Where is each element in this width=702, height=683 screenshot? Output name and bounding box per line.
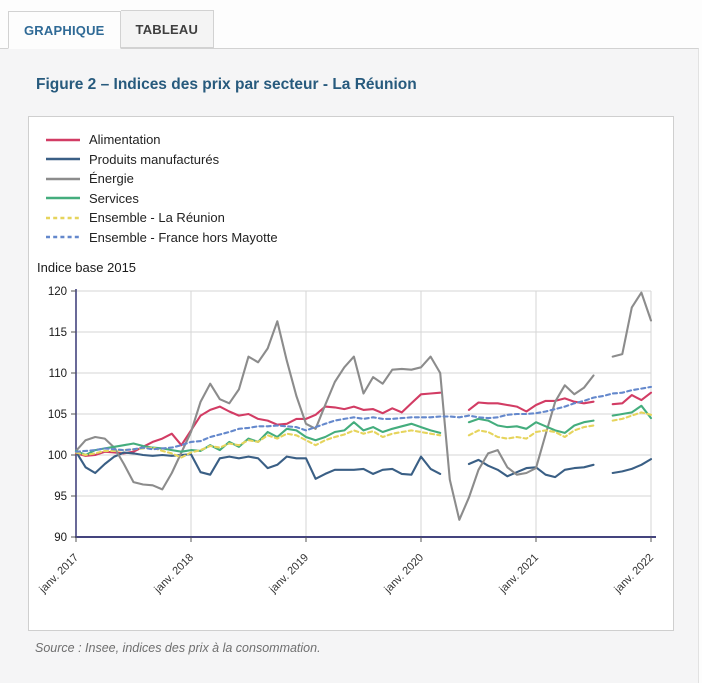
chart-legend: [46, 130, 278, 247]
svg-text:120: 120: [47, 286, 67, 298]
legend-item-energie[interactable]: [46, 169, 278, 189]
svg-text:janv. 2017: janv. 2017: [37, 551, 82, 596]
svg-text:100: 100: [47, 450, 67, 462]
line-swatch-icon: [46, 156, 80, 162]
svg-text:115: 115: [48, 327, 67, 339]
svg-text:105: 105: [47, 409, 67, 421]
figure-panel: [0, 48, 699, 683]
legend-item-ensemble-france[interactable]: [46, 228, 278, 248]
tab-graphique[interactable]: GRAPHIQUE: [8, 11, 121, 49]
legend-label: Ensemble - France hors Mayotte: [89, 229, 278, 245]
legend-label: Produits manufacturés: [89, 151, 220, 167]
legend-item-ensemble-la-reunion[interactable]: [46, 208, 278, 228]
legend-item-alimentation[interactable]: [46, 130, 278, 150]
svg-text:janv. 2018: janv. 2018: [152, 551, 197, 596]
tab-bar: [0, 0, 702, 48]
svg-text:janv. 2019: janv. 2019: [267, 551, 312, 596]
svg-text:110: 110: [48, 368, 67, 380]
svg-text:janv. 2022: janv. 2022: [612, 551, 657, 596]
legend-item-produits-manufactures[interactable]: [46, 150, 278, 170]
source-note: Source : Insee, indices des prix à la consommation.: [35, 641, 321, 655]
legend-label: Services: [89, 190, 139, 206]
figure-title: Figure 2 – Indices des prix par secteur - La Réunion: [36, 76, 417, 93]
line-swatch-icon: [46, 234, 80, 240]
legend-label: Énergie: [89, 171, 134, 187]
legend-label: Alimentation: [89, 132, 161, 148]
chart-card: [28, 116, 674, 631]
svg-text:95: 95: [54, 491, 67, 503]
legend-item-services[interactable]: [46, 189, 278, 209]
svg-text:90: 90: [54, 532, 67, 544]
line-swatch-icon: [46, 176, 80, 182]
axis-note: Indice base 2015: [37, 260, 137, 275]
line-swatch-icon: [46, 215, 80, 221]
legend-label: Ensemble - La Réunion: [89, 210, 225, 226]
line-swatch-icon: [46, 195, 80, 201]
tab-tableau[interactable]: TABLEAU: [121, 10, 215, 48]
line-swatch-icon: [46, 137, 80, 143]
svg-text:janv. 2021: janv. 2021: [497, 551, 542, 596]
svg-text:janv. 2020: janv. 2020: [382, 551, 427, 596]
